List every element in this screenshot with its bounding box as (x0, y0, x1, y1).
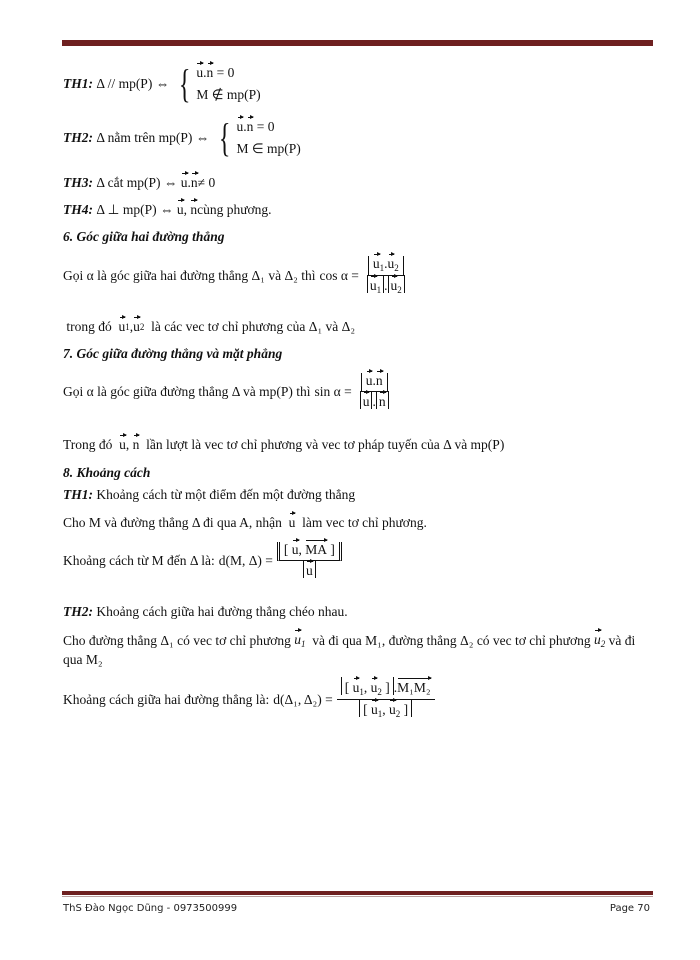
header-rule (62, 40, 653, 46)
vector-u: u (180, 175, 188, 190)
distance2-fraction: $\frac{[ u_1, u_2 ] .M_1M_2}{[ u_1, u_2 ]}$ (337, 680, 435, 719)
cho2-a: Cho đường thẳng Δ₁ có vec tơ chỉ phương (63, 632, 291, 648)
cos-lhs: cos α = (319, 267, 359, 283)
eq-rest: = 0 (253, 119, 275, 134)
sub-1: 1 (301, 639, 306, 649)
case-label: TH3: (63, 175, 93, 190)
vector-u1: u (371, 702, 378, 717)
vector-M1M2: M₁M₂ (397, 680, 431, 695)
s7-note: Trong đó u , n lần lượt là vec tơ chỉ phương và vec tơ pháp tuyến của Δ và mp(P) (63, 437, 505, 452)
cho-post: làm vec tơ chỉ phương. (302, 515, 427, 530)
section-6-heading: 6. Góc giữa hai đường thẳng (63, 229, 225, 244)
kc2-text: Khoảng cách giữa hai đường thẳng là: (63, 691, 270, 707)
section-7-heading: 7. Góc giữa đường thẳng và mặt phẳng (63, 346, 283, 361)
s6-formula-line (63, 256, 409, 295)
vector-n: n (190, 175, 198, 190)
footer-rule-thin (62, 896, 653, 897)
vector-n: n (206, 65, 214, 80)
footer-page-number: Page 70 (609, 903, 650, 914)
sub-2: 2 (600, 639, 606, 649)
cos-fraction: $\frac{u_1.u_2}{u_1 . u_2}$ (363, 256, 409, 295)
vector-n: n (190, 202, 198, 217)
section-8-heading: 8. Khoảng cách (63, 465, 151, 480)
vector-u: u (288, 515, 296, 530)
footer-author: ThS Đào Ngọc Dũng - 0973500999 (63, 903, 238, 914)
sin-lhs: sin α = (314, 383, 352, 399)
sub-1: 1 (359, 687, 364, 697)
th2-line (63, 115, 301, 160)
s8-th1-line (63, 487, 355, 503)
vector-u2: u (594, 632, 601, 647)
case-text: Δ // mp(P) ⇔ (96, 76, 170, 91)
eq-rest: cùng phương. (197, 202, 272, 217)
vector-n: n (132, 437, 140, 452)
case-text: Δ ⊥ mp(P) ⇔ (96, 202, 174, 217)
eq-rest: ≠ 0 (197, 175, 216, 190)
th3-line: TH3: Δ cắt mp(P) ⇔ u . n ≠ 0 (63, 175, 216, 190)
sin-fraction: $\frac{u.n}{u . n}$ (356, 373, 393, 410)
sub-1: 1 (377, 709, 383, 719)
footer-rule (62, 891, 653, 895)
sub-2: 2 (395, 709, 401, 719)
system-brace: { u.n = 0 M ∉ mp(P) (179, 61, 261, 106)
s7-formula-line (63, 373, 393, 410)
vector-u1: u (352, 680, 360, 695)
sub-1: 1 (125, 322, 130, 332)
vector-u2: u (389, 702, 396, 717)
cho2-c: và đi (608, 632, 636, 648)
vector-n: n (378, 394, 386, 409)
sub-2: 2 (397, 285, 402, 295)
vector-n: n (246, 119, 254, 134)
sub-1: 1 (376, 285, 382, 295)
vector-u1: u (294, 632, 302, 647)
kc1-lhs: d(M, Δ) = (218, 552, 273, 568)
vector-n: n (375, 373, 383, 388)
s8-th2-line (63, 604, 348, 620)
kc1-text: Khoảng cách từ M đến Δ là: (63, 552, 215, 568)
vector-u1: u (118, 319, 126, 334)
vector-u1: u (369, 278, 377, 293)
vector-u2: u (133, 319, 140, 334)
note-pre: Trong đó (63, 437, 113, 452)
sub-2: 2 (139, 322, 145, 332)
s8-cho2-line (63, 632, 635, 649)
vector-u: u (306, 563, 313, 578)
vector-u: u (176, 202, 184, 217)
condition-row: M ∉ mp(P) (196, 87, 261, 102)
vector-u: u (362, 394, 370, 409)
s6-note: trong đó u 1 , u 2 là các vec tơ chỉ phương của Δ₁ và Δ₂ (66, 319, 356, 334)
case-text: Khoảng cách giữa hai đường thẳng chéo nhau. (96, 604, 348, 619)
note-pre: trong đó (66, 319, 112, 334)
cho-pre: Cho M và đường thẳng Δ đi qua A, nhận (63, 515, 282, 530)
vector-u: u (365, 373, 373, 388)
sub-2: 2 (377, 687, 382, 697)
case-label: TH2: (63, 130, 93, 145)
system-brace: { u.n = 0 M ∈ mp(P) (219, 115, 301, 160)
vector-u: u (119, 437, 126, 452)
case-text: Δ nằm trên mp(P) ⇔ (96, 130, 210, 145)
sub-2: 2 (394, 263, 399, 273)
vector-MA: MA (305, 542, 328, 557)
s7-text: Gọi α là góc giữa đường thẳng Δ và mp(P) thì (63, 383, 311, 399)
s8-distance2-line (63, 680, 435, 719)
condition-row: M ∈ mp(P) (236, 141, 301, 156)
kc2-lhs: d(Δ₁, Δ₂) = (273, 691, 333, 707)
case-label: TH1: (63, 76, 93, 91)
case-text: Δ cắt mp(P) ⇔ (96, 175, 178, 190)
vector-u: u (196, 65, 204, 80)
case-label: TH1: (63, 487, 93, 502)
th1-line (63, 61, 261, 106)
vector-u2: u (390, 278, 398, 293)
s6-text: Gọi α là góc giữa hai đường thẳng Δ₁ và Δ₂ thì (63, 267, 316, 283)
case-label: TH4: (63, 202, 93, 217)
vector-u2: u (387, 256, 395, 271)
vector-u2: u (370, 680, 378, 695)
vector-u: u (236, 119, 244, 134)
cho2-b: và đi qua M₁, đường thẳng Δ₂ có vec tơ chỉ phương (312, 632, 591, 648)
case-label: TH2: (63, 604, 93, 619)
distance1-fraction: $\frac{[ u, MA ]}{u}$ (277, 542, 342, 579)
s8-cho2-line2: qua M₂ (63, 652, 103, 667)
note-post: là các vec tơ chỉ phương của Δ₁ và Δ₂ (151, 319, 356, 334)
sub-1: 1 (379, 263, 385, 273)
th4-line: TH4: Δ ⊥ mp(P) ⇔ u , n cùng phương. (63, 202, 272, 217)
s8-distance1-line (63, 542, 342, 579)
case-text: Khoảng cách từ một điểm đến một đường thẳng (96, 487, 356, 502)
vector-u1: u (372, 256, 380, 271)
eq-rest: = 0 (213, 65, 235, 80)
s8-cho-line (63, 515, 427, 531)
vector-u: u (291, 542, 299, 557)
note-post: lần lượt là vec tơ chỉ phương và vec tơ pháp tuyến của Δ và mp(P) (146, 437, 505, 452)
